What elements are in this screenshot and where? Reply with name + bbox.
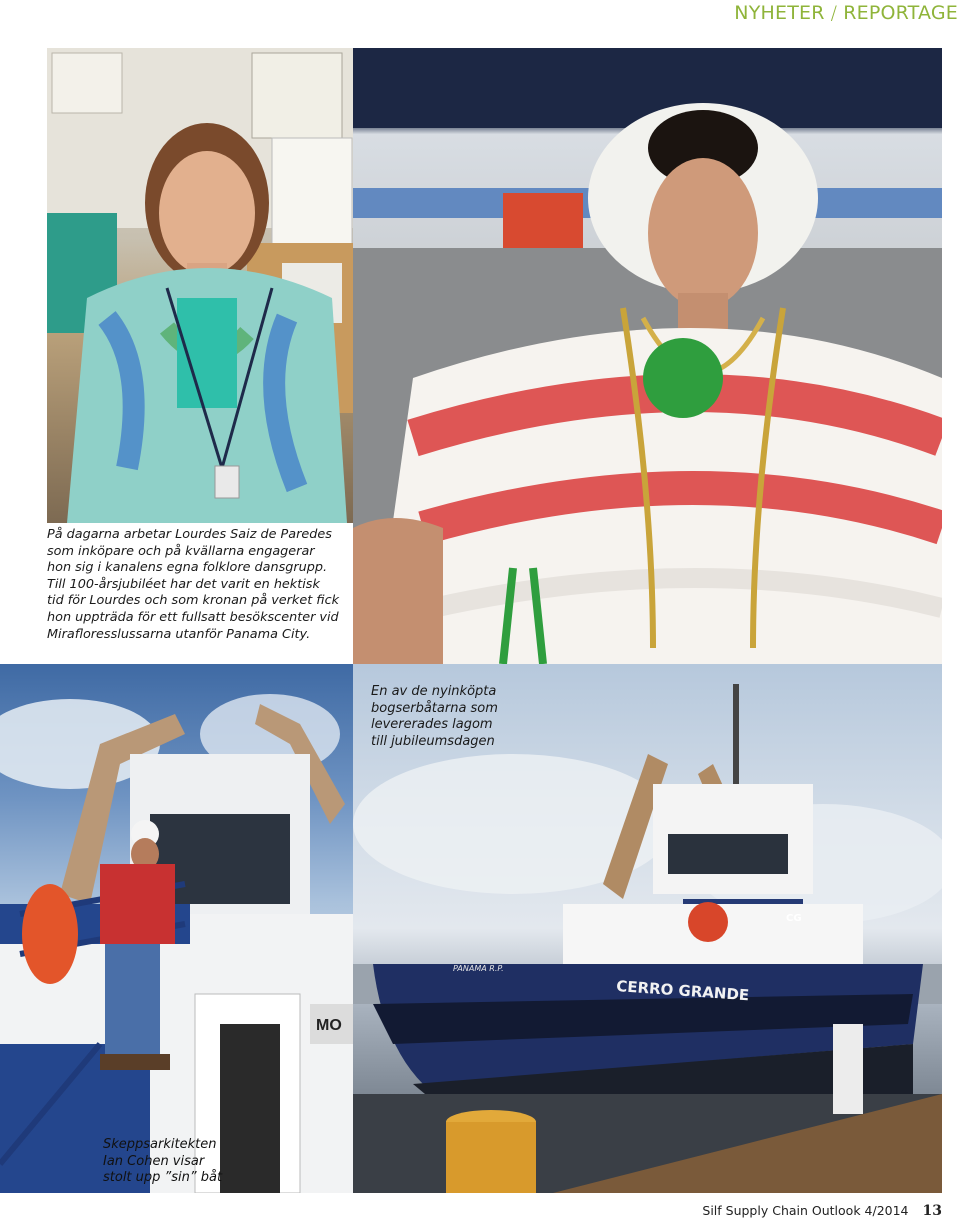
boat-badge-text: CG <box>786 913 802 924</box>
photo-architect-on-tug <box>0 664 353 1193</box>
hull-partial-text: MO <box>316 1017 342 1034</box>
section-separator: / <box>830 2 838 24</box>
photo-architect-illustration <box>0 664 353 1193</box>
subsection-label: REPORTAGE <box>843 2 958 24</box>
publication-name: Silf Supply Chain Outlook 4/2014 <box>702 1203 909 1218</box>
photo-dancer-illustration <box>353 48 942 664</box>
photo-lourdes-office <box>47 48 353 523</box>
page-number: 13 <box>922 1203 942 1219</box>
boat-name-text: CERRO GRANDE <box>615 977 750 1005</box>
caption-lourdes: På dagarna arbetar Lourdes Saiz de Paredes som inköpare och på kvällarna engagerar hon sig i kanalens egna folklore dansgrupp. Till 100-årsjubiléet har det varit en hektisk tid för Lourdes och som kronan på verket fick hon uppträda för ett fullsatt besökscenter vid Mirafloresslussarna utanför Panama City. <box>47 527 340 642</box>
photo-office-illustration <box>47 48 353 523</box>
page-footer <box>702 1203 942 1219</box>
section-header <box>734 2 958 24</box>
caption-tugboat: En av de nyinköpta bogserbåtarna som levererades lagom till jubileumsdagen <box>371 684 498 749</box>
section-label: NYHETER <box>734 2 825 24</box>
caption-architect: Skeppsarkitekten Ian Cohen visar stolt upp ”sin” båt <box>103 1137 223 1186</box>
boat-port-text: PANAMA R.P. <box>453 964 504 973</box>
photo-folklore-dancer <box>353 48 942 664</box>
